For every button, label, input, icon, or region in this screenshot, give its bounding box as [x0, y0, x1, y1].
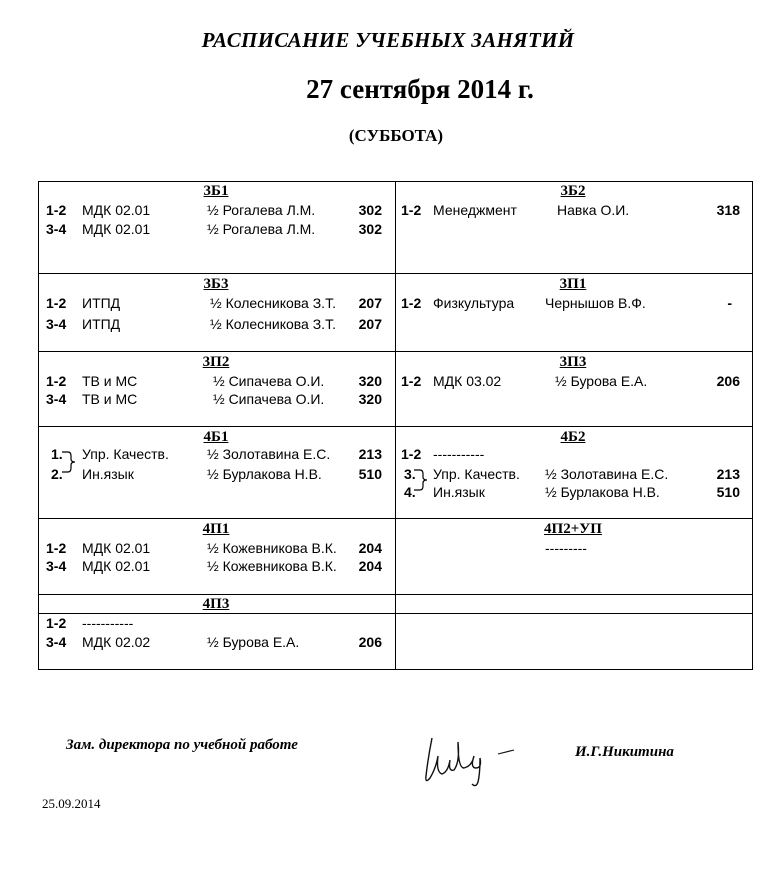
room: 213	[358, 446, 382, 462]
subject: Ин.язык	[82, 466, 134, 482]
document-date: 25.09.2014	[42, 796, 101, 811]
signature	[418, 728, 528, 792]
pair-number: 1-2	[46, 540, 67, 556]
room: -	[727, 295, 732, 311]
group-header-3p1: 3П1	[559, 276, 587, 292]
room: 204	[358, 558, 382, 574]
pair-number: 1-2	[46, 202, 67, 218]
pair-number: 1-2	[46, 373, 67, 389]
teacher: Навка О.И.	[557, 202, 630, 218]
row-divider	[38, 273, 753, 274]
pair-number: 4.	[404, 484, 416, 500]
group-header-4p1: 4П1	[202, 521, 230, 537]
subject: МДК 02.01	[82, 221, 151, 237]
subject: МДК 02.01	[82, 540, 151, 556]
teacher: ½ Колесникова З.Т.	[210, 295, 336, 311]
page-title: РАСПИСАНИЕ УЧЕБНЫХ ЗАНЯТИЙ	[201, 28, 575, 52]
lesson-row	[0, 540, 776, 558]
subject: Менеджмент	[433, 202, 517, 218]
pair-number: 1-2	[401, 373, 422, 389]
lesson-row	[0, 391, 776, 409]
subject: МДК 02.01	[82, 202, 151, 218]
schedule-weekday: (СУББОТА)	[348, 126, 444, 145]
pair-number: 1-2	[401, 446, 422, 462]
pair-number: 1-2	[46, 615, 67, 631]
room: 302	[358, 202, 382, 218]
teacher: ½ Колесникова З.Т.	[210, 316, 336, 332]
group-header-3p2: 3П2	[202, 354, 230, 370]
pair-number: 2.	[51, 466, 63, 482]
schedule-date: 27 сентября 2014 г.	[306, 74, 534, 104]
subject: МДК 02.01	[82, 558, 151, 574]
group-header-3b1: 3Б1	[203, 183, 229, 199]
row-divider	[38, 613, 753, 614]
subject: ---------	[545, 540, 587, 556]
pair-number: 3-4	[46, 316, 67, 332]
row-divider	[38, 351, 753, 352]
teacher: Чернышов В.Ф.	[545, 295, 646, 311]
row-divider	[38, 426, 753, 427]
row-divider	[38, 594, 753, 595]
pair-number: 3.	[404, 466, 416, 482]
subject: ИТПД	[82, 295, 121, 311]
group-header-3b3: 3Б3	[203, 276, 229, 292]
teacher: ½ Бурлакова Н.В.	[207, 466, 322, 482]
room: 213	[716, 466, 740, 482]
lesson-row	[0, 316, 776, 334]
room: 207	[358, 316, 382, 332]
room: 320	[358, 373, 382, 389]
lesson-row	[0, 446, 776, 464]
pair-number: 3-4	[46, 221, 67, 237]
room: 204	[358, 540, 382, 556]
signer-name: И.Г.Никитина	[575, 744, 674, 760]
room: 510	[716, 484, 740, 500]
room: 302	[358, 221, 382, 237]
lesson-row	[0, 221, 776, 239]
subject: ИТПД	[82, 316, 121, 332]
lesson-row	[0, 484, 776, 502]
subject: МДК 02.02	[82, 634, 151, 650]
room: 510	[358, 466, 382, 482]
subject: -----------	[82, 615, 134, 631]
subject: Упр. Качеств.	[433, 466, 520, 482]
pair-number: 1-2	[401, 295, 422, 311]
pair-number: 3-4	[46, 558, 67, 574]
lesson-row	[0, 466, 776, 484]
lesson-row	[0, 615, 776, 633]
lesson-row	[0, 373, 776, 391]
group-header-3p3: 3П3	[559, 354, 587, 370]
room: 207	[358, 295, 382, 311]
subject: -----------	[433, 446, 485, 462]
pair-number: 3-4	[46, 391, 67, 407]
room: 318	[716, 202, 740, 218]
subject: Физкультура	[433, 295, 515, 311]
group-header-4p2up: 4П2+УП	[544, 521, 602, 537]
teacher: ½ Рогалева Л.М.	[207, 202, 316, 218]
subject: Ин.язык	[433, 484, 485, 500]
pair-number: 1-2	[401, 202, 422, 218]
row-divider	[38, 518, 753, 519]
pair-number: 1.	[51, 446, 63, 462]
room: 320	[358, 391, 382, 407]
lesson-row	[0, 634, 776, 652]
teacher: ½ Бурлакова Н.В.	[545, 484, 660, 500]
subject: МДК 03.02	[433, 373, 502, 389]
group-header-4b2: 4Б2	[560, 429, 586, 445]
teacher: ½ Рогалева Л.М.	[207, 221, 316, 237]
room: 206	[716, 373, 740, 389]
teacher: ½ Бурова Е.А.	[207, 634, 300, 650]
lesson-row	[0, 295, 776, 313]
room: 206	[358, 634, 382, 650]
subject: Упр. Качеств.	[82, 446, 169, 462]
teacher: ½ Кожевникова В.К.	[207, 558, 337, 574]
pair-number: 1-2	[46, 295, 67, 311]
lesson-row	[0, 558, 776, 576]
pair-number: 3-4	[46, 634, 67, 650]
teacher: ½ Бурова Е.А.	[555, 373, 648, 389]
lesson-row	[0, 202, 776, 220]
group-header-4b1: 4Б1	[203, 429, 229, 445]
subject: ТВ и МС	[82, 373, 138, 389]
teacher: ½ Кожевникова В.К.	[207, 540, 337, 556]
teacher: ½ Золотавина Е.С.	[545, 466, 669, 482]
teacher: ½ Сипачева О.И.	[213, 373, 325, 389]
subject: ТВ и МС	[82, 391, 138, 407]
teacher: ½ Сипачева О.И.	[213, 391, 325, 407]
group-header-4p3: 4П3	[202, 596, 230, 612]
signer-title: Зам. директора по учебной работе	[66, 737, 298, 753]
teacher: ½ Золотавина Е.С.	[207, 446, 331, 462]
group-header-3b2: 3Б2	[560, 183, 586, 199]
